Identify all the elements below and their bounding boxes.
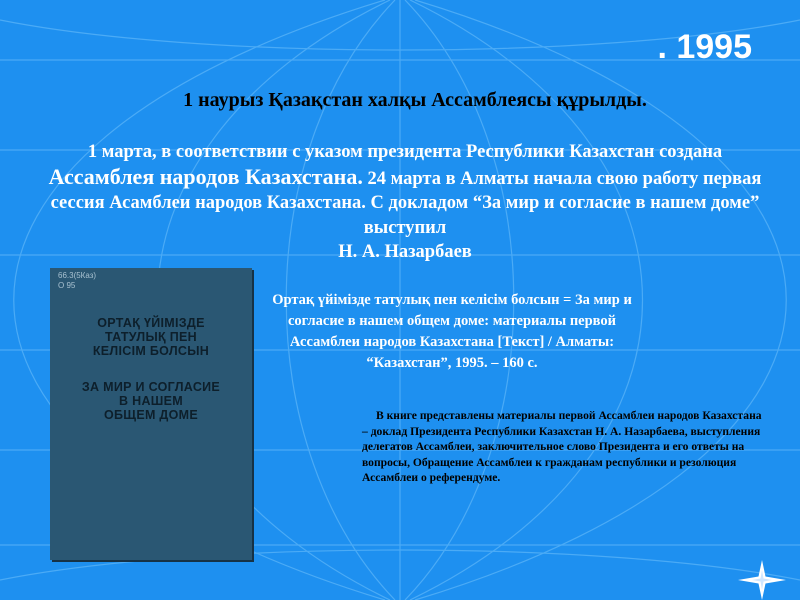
heading-kazakh: 1 наурыз Қазақстан халқы Ассамблеясы құрылды. — [183, 89, 647, 111]
book-title-russian: ЗА МИР И СОГЛАСИЕ В НАШЕМ ОБЩЕМ ДОМЕ — [81, 380, 221, 422]
intro-text-part2: 24 марта в Алматы начала свою работу первая сессия Асамблеи народов Казахстана. С докладом “За мир и согласие в нашем доме” выступил — [50, 168, 762, 238]
intro-text-part1: 1 марта, в соответствии с указом президента Республики Казахстан создана — [87, 142, 723, 162]
book-description: В книге представлены материалы первой Ассамблеи народов Казахстана – доклад Президента Республики Казахстан Н. А. Назарбаева, выступления делегатов Ассамблеи, заключительное слово Президента и его ответы на вопросы, Обращение Ассамблеи к гражданам республики и резолюция Ассамблеи о референдуме. — [362, 409, 762, 485]
book-title-kazakh: ОРТАҚ ҮЙІМІЗДЕ ТАТУЛЫҚ ПЕН КЕЛІСІМ БОЛСЫН — [92, 316, 210, 358]
author-name: Н. А. Назарбаев — [338, 242, 472, 262]
bibliographic-record: Ортақ үйімізде татулық пен келісім болсын = За мир и согласие в нашем общем доме: материалы первой Ассамблеи народов Казахстана [Текст] / Алматы: “Казахстан”, 1995. – 160 с. — [272, 292, 632, 371]
year-label: . 1995 — [657, 28, 752, 66]
book-cover-image — [50, 268, 252, 560]
intro-paragraph — [40, 140, 770, 265]
compass-star-icon — [738, 560, 786, 600]
book-catalog-code: 66.3(5Каз) О 95 — [58, 271, 97, 290]
assembly-name-highlight: Ассамблея народов Казахстана. — [48, 163, 363, 189]
